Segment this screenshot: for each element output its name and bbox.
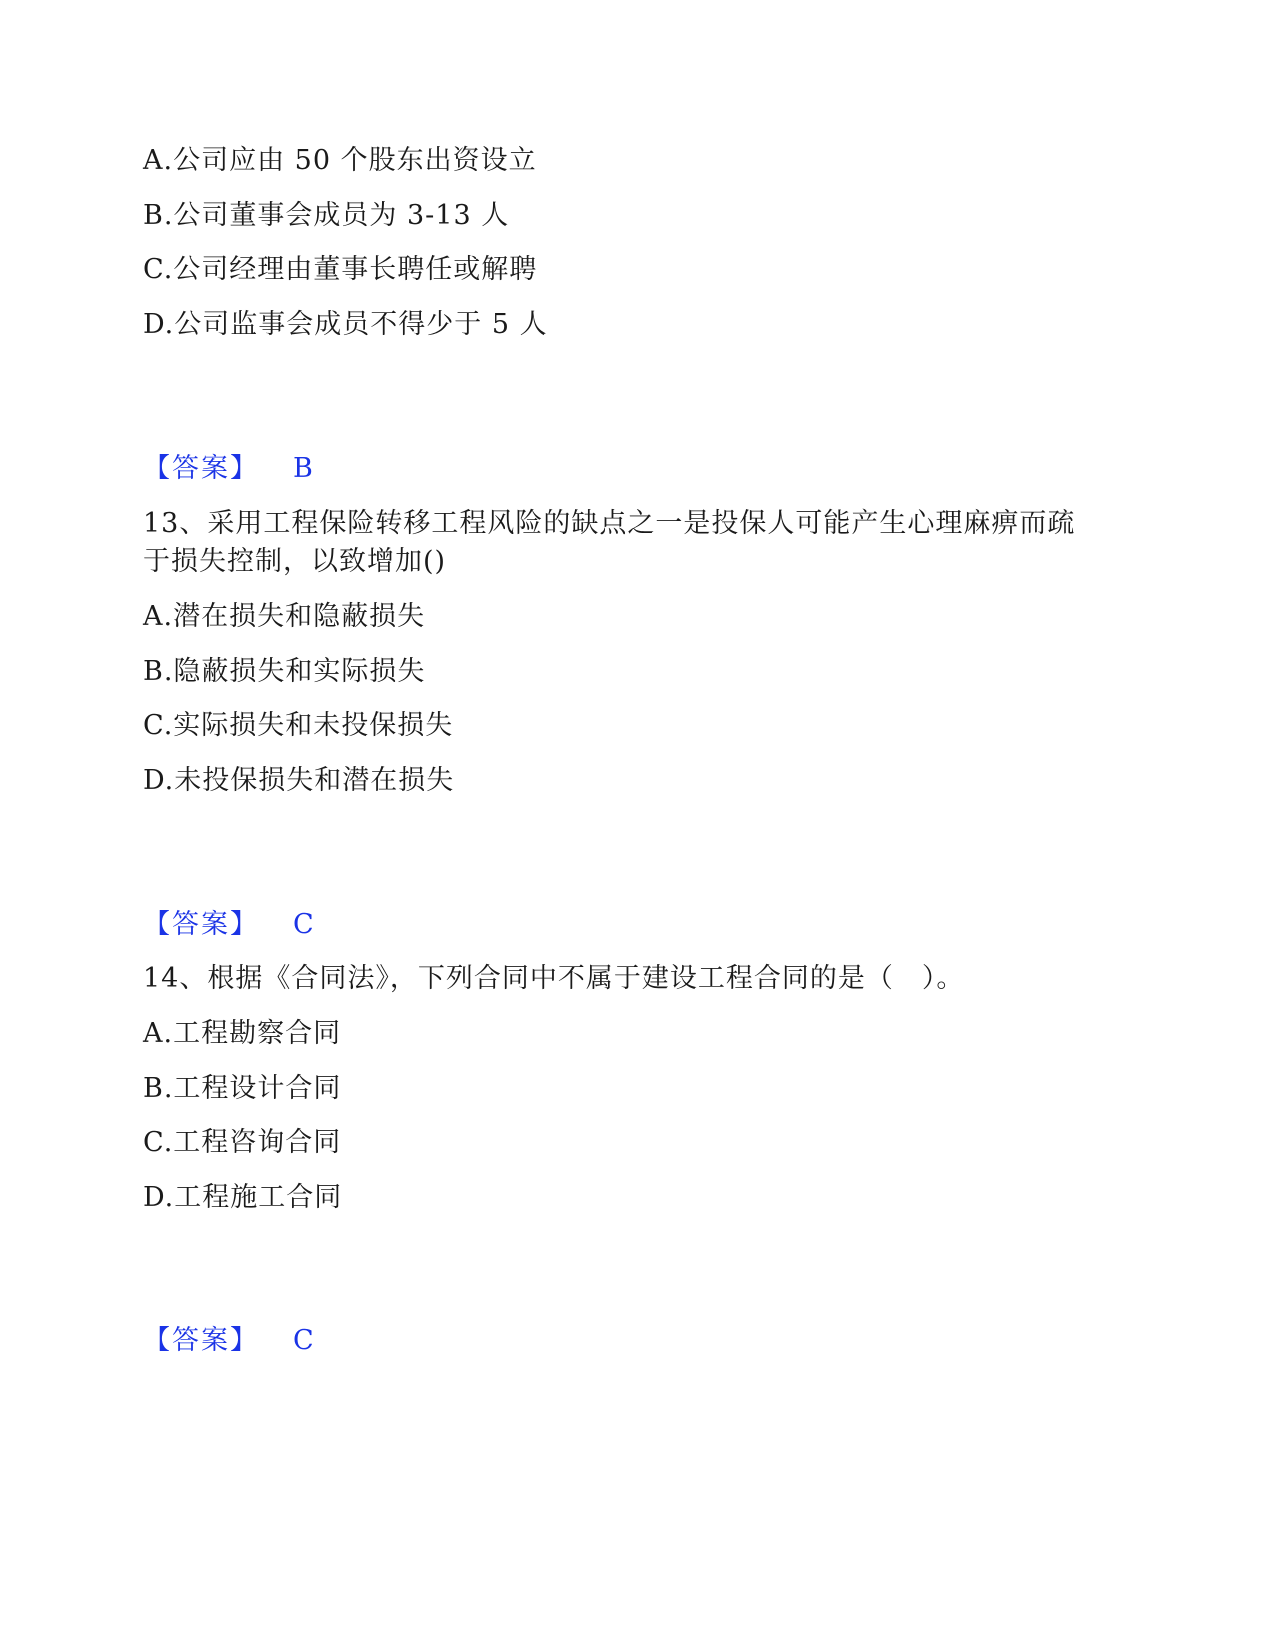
q14-option-b: B.工程设计合同	[143, 1073, 342, 1104]
q14-option-d: D.工程施工合同	[143, 1182, 343, 1213]
q14-option-c: C.工程咨询合同	[143, 1127, 342, 1158]
q14-answer	[143, 1322, 314, 1360]
answer-value: C	[293, 909, 314, 940]
q13-question-line-2: 于损失控制，以致增加()	[143, 546, 447, 577]
q12-option-b: B.公司董事会成员为 3-13 人	[143, 200, 510, 231]
q14-question-line-1: 14、根据《合同法》，下列合同中不属于建设工程合同的是（ ）。	[143, 963, 965, 994]
q13-answer	[143, 906, 314, 944]
q13-option-c: C.实际损失和未投保损失	[143, 710, 454, 741]
answer-value: C	[293, 1325, 314, 1356]
q13-option-d: D.未投保损失和潜在损失	[143, 765, 455, 796]
q12-option-c: C.公司经理由董事长聘任或解聘	[143, 254, 538, 285]
q12-answer	[143, 450, 313, 488]
q12-option-d: D.公司监事会成员不得少于 5 人	[143, 309, 548, 340]
q13-question-line-1: 13、采用工程保险转移工程风险的缺点之一是投保人可能产生心理麻痹而疏	[143, 508, 1076, 539]
answer-label: 【答案】	[143, 909, 259, 940]
answer-label: 【答案】	[143, 453, 259, 484]
q14-option-a: A.工程勘察合同	[143, 1018, 342, 1049]
answer-value: B	[293, 453, 313, 484]
q13-option-a: A.潜在损失和隐蔽损失	[143, 601, 426, 632]
q13-option-b: B.隐蔽损失和实际损失	[143, 656, 426, 687]
q12-option-a: A.公司应由 50 个股东出资设立	[143, 145, 537, 176]
answer-label: 【答案】	[143, 1325, 259, 1356]
